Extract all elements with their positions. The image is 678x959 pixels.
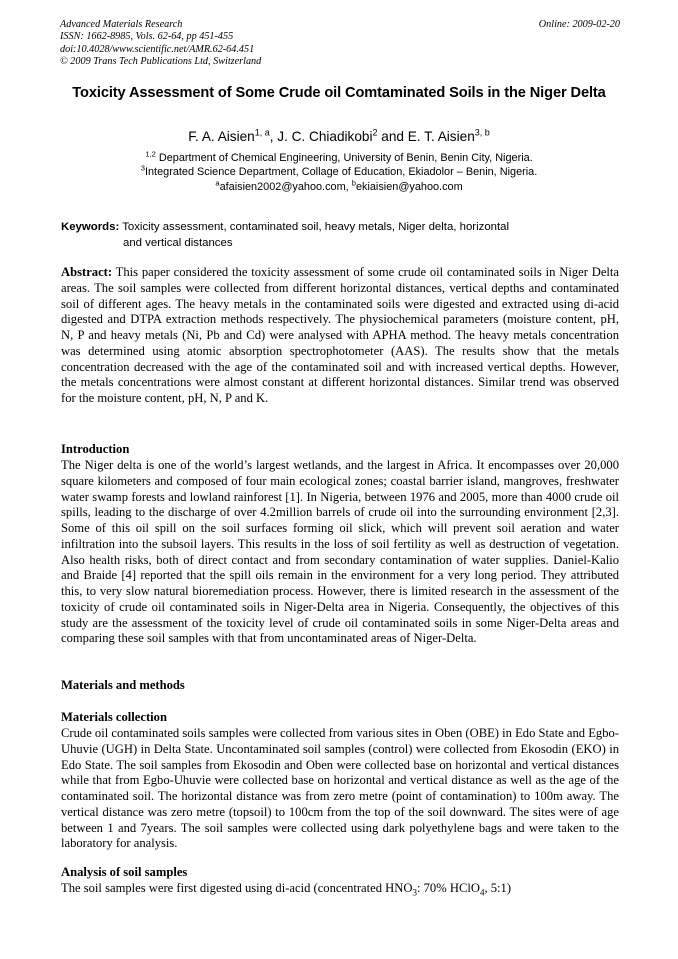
introduction-text: The Niger delta is one of the world’s largest wetlands, and the largest in Africa. It encompasses over 20,000 square kilometers and composed of four main ecological zones; coastal barrier island, mangroves, freshwater water swamp forests and lowland rainforest [1]. In Nigeria, between 1976 and 2005, more than 4000 crude oil spills, leading to the discharge of over 4.2million barrels of crude oil into the surrounding environment [2,3]. Some of this oil spill on the soil surfaces forming oil slick, which will prevent soil aeration and water infiltration into the subsoil layers. This results in the loss of soil fertility as well as destruction of vegetation. Also health risks, both of direct contact and from secondary contamination of water supplies. Daniel-Kalio and Braide [4] reported that the spill oils remain in the environment for a very long period. They attributed this, to very slow natural bioremediation process. However, there is limited research in the assessment of the toxicity of crude oil contaminated soils in Niger-Delta area in Nigeria. Consequently, the objectives of this study are the assessment of the toxicity level of crude oil contaminated soils in some Niger-Delta areas and comparing these soil samples with that from uncontaminated areas of Niger-Delta. <box>61 458 619 646</box>
section-heading-analysis-of-soil-samples: Analysis of soil samples <box>61 865 188 879</box>
abstract-block <box>61 265 619 407</box>
author-separator-2: and <box>377 129 408 144</box>
hclo4-subscript: 4 <box>479 887 485 898</box>
author-2-name: J. C. Chiadikobi <box>277 129 373 144</box>
author-3-affiliation-marker: 3, b <box>474 127 490 138</box>
section-heading-materials-and-methods: Materials and methods <box>61 678 185 692</box>
materials-collection-text: Crude oil contaminated soils samples were collected from various sites in Oben (OBE) in Edo State and Egbo-Uhuvie (UGH) in Delta State. Uncontaminated soil samples (control) were collected from Ekosodin (EKO) in Edo State. The soil samples from Ekosodin and Oben were collected base on horizontal and vertical distances while that from Egbo-Uhuvie were collected base on horizontal and vertical distance as well as the age of the contaminated soil. The horizontal distance was from zero metre (point of contamination) to 100m away. The vertical distance was zero metre (topsoil) to 100cm from the top of the soil downward. The sites were of age between 1 and 7years. The soil samples were collected using dark polyethylene bags and were taken to the laboratory for analysis. <box>61 726 619 851</box>
journal-issn: ISSN: 1662-8985, Vols. 62-64, pp 451-455 <box>60 31 234 43</box>
keywords-text-line-2: and vertical distances <box>123 236 233 249</box>
author-2-affiliation-marker: 2 <box>372 127 378 138</box>
journal-header-row-1 <box>60 19 620 31</box>
affiliation-1-marker: 1,2 <box>145 149 156 159</box>
analysis-of-soil-samples-text <box>61 881 619 897</box>
online-date: Online: 2009-02-20 <box>538 19 620 30</box>
author-list <box>69 128 609 145</box>
email-1: afaisien2002@yahoo.com, <box>219 180 352 193</box>
keywords-label: Keywords: <box>61 221 120 233</box>
affiliation-2-marker: 3 <box>140 163 145 173</box>
affiliation-email-line <box>60 180 618 194</box>
author-separator-1: , <box>269 129 278 144</box>
email-1-marker: a <box>215 178 220 188</box>
analysis-text-part-2: : 70% HClO <box>416 881 480 895</box>
page-title: Toxicity Assessment of Some Crude oil Comtaminated Soils in the Niger Delta <box>72 85 606 101</box>
journal-doi: doi:10.4028/www.scientific.net/AMR.62-64.451 <box>60 43 255 55</box>
email-2-marker: b <box>351 178 356 188</box>
journal-name: Advanced Materials Research <box>60 19 183 30</box>
keywords-text-line-1: Toxicity assessment, contaminated soil, heavy metals, Niger delta, horizontal <box>119 221 510 233</box>
affiliation-line-2 <box>60 165 618 179</box>
analysis-text-part-1: The soil samples were first digested using di-acid (concentrated HNO <box>61 881 413 895</box>
author-1-name: F. A. Aisien <box>188 129 255 144</box>
keywords-block <box>61 220 581 251</box>
affiliation-2-text: Integrated Science Department, Collage of Education, Ekiadolor – Benin, Nigeria. <box>144 166 538 179</box>
affiliation-block <box>60 151 618 194</box>
author-1-affiliation-marker: 1, a <box>254 127 270 138</box>
abstract-text: This paper considered the toxicity assessment of some crude oil contaminated soils in Niger Delta areas. The soil samples were collected from different horizontal distances, vertical depths and contaminated soil of different ages. The heavy metals in the contaminated soils were digested and extracted using di-acid digested and DTPA extraction methods respectively. The physiochemical parameters (moisture content, pH, N, P and heavy metals (Ni, Pb and Cd) were analysed with APHA method. The heavy metals concentration was determined using atomic absorption spectrophotometer (AAS). The results show that the metals concentration decreased with the age of the contaminated soil and with increased vertical depths. However, the metals concentrations were almost constant at different horizontal distances. Similar trend was observed for the moisture content, pH, N, P and K. <box>61 265 619 405</box>
affiliation-1-text: Department of Chemical Engineering, University of Benin, Benin City, Nigeria. <box>155 152 533 164</box>
section-heading-materials-collection: Materials collection <box>61 710 167 724</box>
journal-header <box>60 19 620 69</box>
abstract-label: Abstract: <box>61 265 113 279</box>
journal-copyright: © 2009 Trans Tech Publications Ltd, Switzerland <box>60 56 262 68</box>
keywords-line-1 <box>61 220 581 236</box>
analysis-text-part-3: , 5:1) <box>484 881 512 895</box>
hno3-subscript: 3 <box>412 887 417 898</box>
author-3-name: E. T. Aisien <box>407 129 475 144</box>
section-heading-introduction: Introduction <box>61 442 130 456</box>
email-2: ekiaisien@yahoo.com <box>355 180 463 193</box>
